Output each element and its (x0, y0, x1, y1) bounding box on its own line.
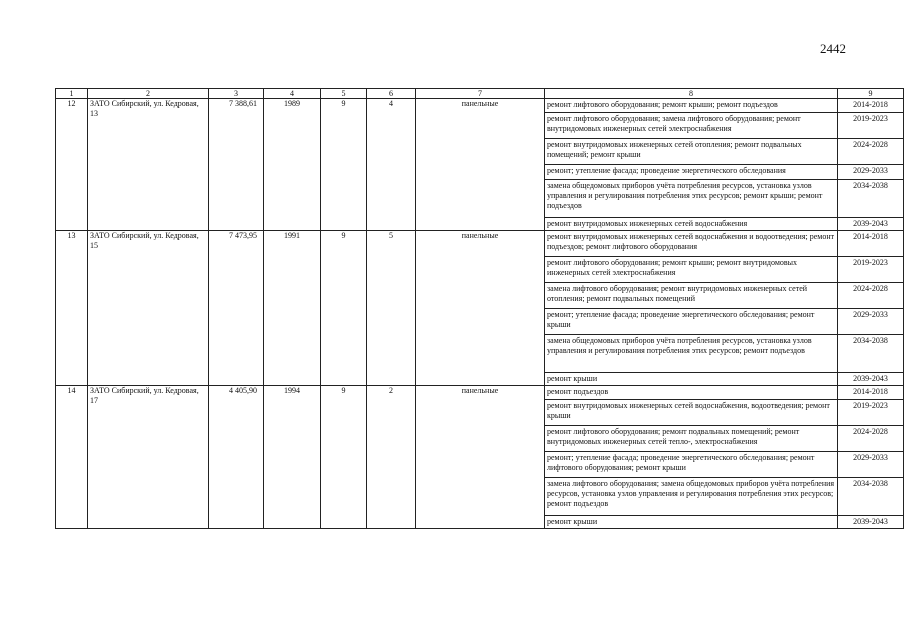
work-type-cell: ремонт лифтового оборудования; ремонт крыши; ремонт подъездов (545, 99, 838, 113)
work-type-cell: ремонт; утепление фасада; проведение энергетического обследования; ремонт крыши (545, 309, 838, 335)
period-cell: 2019-2023 (838, 257, 904, 283)
work-type-cell: ремонт внутридомовых инженерных сетей водоснабжения (545, 218, 838, 231)
table-body (56, 99, 904, 529)
address-cell: ЗАТО Сибирский, ул. Кедровая, 15 (88, 231, 209, 386)
work-type-cell: замена лифтового оборудования; замена общедомовых приборов учёта потребления ресурсов, установка узлов управления и регулирования потребления этих ресурсов; ремонт подъездов (545, 478, 838, 516)
period-cell: 2024-2028 (838, 426, 904, 452)
table-row (56, 386, 904, 400)
table-row (56, 99, 904, 113)
work-type-cell: ремонт лифтового оборудования; ремонт крыши; ремонт внутридомовых инженерных сетей электроснабжения (545, 257, 838, 283)
work-type-cell: ремонт крыши (545, 373, 838, 386)
work-type-cell: ремонт лифтового оборудования; замена лифтового оборудования; ремонт внутридомовых инженерных сетей электроснабжения (545, 113, 838, 139)
column-header: 6 (367, 89, 416, 99)
house-number-cell: 12 (56, 99, 88, 231)
work-type-cell: ремонт внутридомовых инженерных сетей отопления; ремонт подвальных помещений; ремонт крыши (545, 139, 838, 165)
year-cell: 1994 (264, 386, 321, 529)
work-type-cell: замена общедомовых приборов учёта потребления ресурсов, установка узлов управления и регулирования потребления этих ресурсов; ремонт крыши; ремонт подъездов (545, 180, 838, 218)
column-number-row (56, 89, 904, 99)
work-type-cell: ремонт внутридомовых инженерных сетей водоснабжения, водоотведения; ремонт крыши (545, 400, 838, 426)
period-cell: 2014-2018 (838, 386, 904, 400)
house-number-cell: 13 (56, 231, 88, 386)
work-type-cell: ремонт; утепление фасада; проведение энергетического обследования (545, 165, 838, 180)
work-type-cell: ремонт лифтового оборудования; ремонт подвальных помещений; ремонт внутридомовых инженерных сетей тепло-, электроснабжения (545, 426, 838, 452)
entrances-cell: 4 (367, 99, 416, 231)
column-header: 7 (416, 89, 545, 99)
period-cell: 2039-2043 (838, 373, 904, 386)
work-type-cell: ремонт; утепление фасада; проведение энергетического обследования; ремонт лифтового оборудования; ремонт крыши (545, 452, 838, 478)
address-cell: ЗАТО Сибирский, ул. Кедровая, 17 (88, 386, 209, 529)
area-cell: 7 388,61 (209, 99, 264, 231)
table-row (56, 231, 904, 257)
entrances-cell: 2 (367, 386, 416, 529)
area-cell: 4 405,90 (209, 386, 264, 529)
house-number-cell: 14 (56, 386, 88, 529)
year-cell: 1991 (264, 231, 321, 386)
period-cell: 2019-2023 (838, 113, 904, 139)
wall-material-cell: панельные (416, 231, 545, 386)
wall-material-cell: панельные (416, 99, 545, 231)
column-header: 4 (264, 89, 321, 99)
period-cell: 2024-2028 (838, 283, 904, 309)
floors-cell: 9 (321, 386, 367, 529)
work-type-cell: замена лифтового оборудования; ремонт внутридомовых инженерных сетей отопления; ремонт подвальных помещений (545, 283, 838, 309)
column-header: 2 (88, 89, 209, 99)
column-header: 8 (545, 89, 838, 99)
period-cell: 2024-2028 (838, 139, 904, 165)
address-cell: ЗАТО Сибирский, ул. Кедровая, 13 (88, 99, 209, 231)
period-cell: 2029-2033 (838, 309, 904, 335)
column-header: 3 (209, 89, 264, 99)
period-cell: 2014-2018 (838, 99, 904, 113)
entrances-cell: 5 (367, 231, 416, 386)
period-cell: 2014-2018 (838, 231, 904, 257)
year-cell: 1989 (264, 99, 321, 231)
period-cell: 2039-2043 (838, 516, 904, 529)
area-cell: 7 473,95 (209, 231, 264, 386)
period-cell: 2019-2023 (838, 400, 904, 426)
period-cell: 2034-2038 (838, 478, 904, 516)
period-cell: 2034-2038 (838, 180, 904, 218)
period-cell: 2029-2033 (838, 452, 904, 478)
period-cell: 2029-2033 (838, 165, 904, 180)
period-cell: 2039-2043 (838, 218, 904, 231)
floors-cell: 9 (321, 231, 367, 386)
work-type-cell: ремонт крыши (545, 516, 838, 529)
work-type-cell: ремонт внутридомовых инженерных сетей водоснабжения и водоотведения; ремонт подъездов; ремонт лифтового оборудования (545, 231, 838, 257)
column-header: 1 (56, 89, 88, 99)
work-type-cell: ремонт подъездов (545, 386, 838, 400)
page-number: 2442 (820, 41, 846, 56)
wall-material-cell: панельные (416, 386, 545, 529)
period-cell: 2034-2038 (838, 335, 904, 373)
floors-cell: 9 (321, 99, 367, 231)
capital-repair-table (55, 88, 904, 529)
work-type-cell: замена общедомовых приборов учёта потребления ресурсов, установка узлов управления и регулирования потребления этих ресурсов; ремонт подъездов (545, 335, 838, 373)
column-header: 9 (838, 89, 904, 99)
column-header: 5 (321, 89, 367, 99)
